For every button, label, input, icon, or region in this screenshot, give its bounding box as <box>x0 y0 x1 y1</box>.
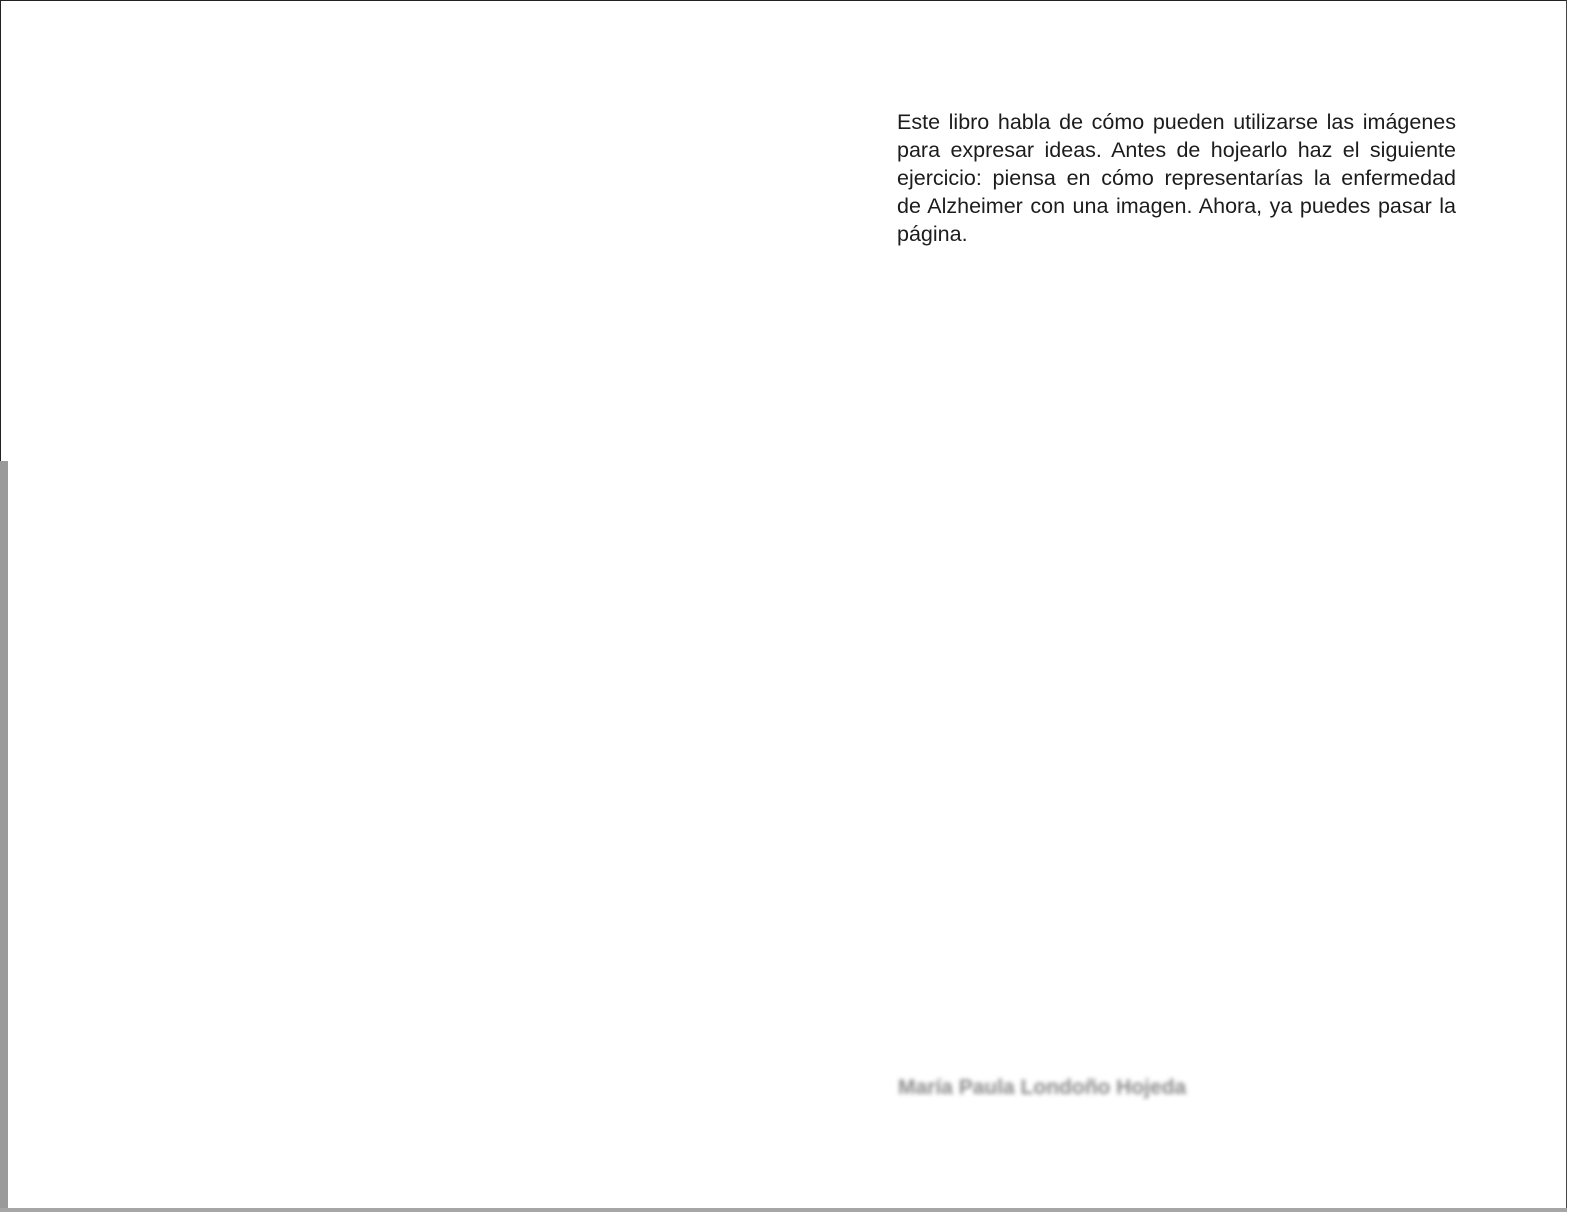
page-shadow-bottom <box>0 1208 1567 1212</box>
page-shadow-left <box>0 461 8 1211</box>
author-name: María Paula Londoño Hojeda <box>898 1076 1187 1099</box>
intro-paragraph: Este libro habla de cómo pueden utilizarse las imágenes para expresar ideas. Antes de hojearlo haz el siguiente ejercicio: piensa en cómo representarías la enfermedad de Alzheimer con una imagen. Ahora, ya puedes pasar la página. <box>897 110 1456 246</box>
